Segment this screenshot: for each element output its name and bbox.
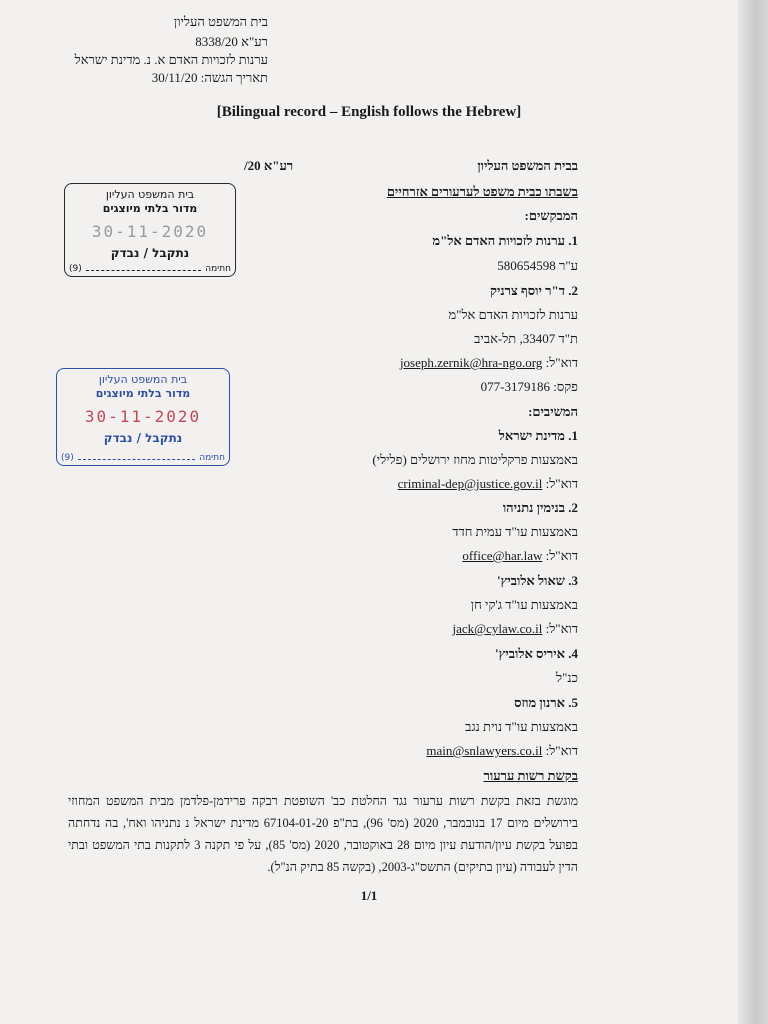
header-parties: ערנות לזכויות האדם א. נ. מדינת ישראל [74, 52, 268, 67]
applicant-1-name: 1. ערנות לזכויות האדם אל"מ [432, 233, 578, 248]
respondents-label: המשיבים: [528, 404, 578, 419]
applicant-1-id: ע"ר 580654598 [497, 258, 578, 273]
respondent-5-name: 5. ארנון מוזס [514, 695, 578, 710]
applicant-2-fax-row: פקס: 077-3179186 [480, 379, 578, 394]
respondent-3-email[interactable]: jack@cylaw.co.il [452, 621, 543, 636]
respondent-2-via: באמצעות עו"ד עמית חדד [452, 524, 578, 539]
sitting-line: בשבתו כבית משפט לערעורים אזרחיים [386, 184, 578, 199]
respondent-1-name: 1. מדינת ישראל [498, 428, 578, 443]
header-case-no: רע"א 8338/20 [195, 34, 268, 49]
respondent-4-name: 4. איריס אלוביץ' [494, 646, 578, 661]
applicant-2-name: 2. ד"ר יוסף צרניק [489, 283, 578, 298]
respondent-5-via: באמצעות עו"ד נוית נגב [465, 719, 578, 734]
stamp-2-date: 30-11-2020 [84, 407, 202, 426]
respondent-2-email-row: דוא"ל: office@har.law [462, 548, 578, 563]
respondent-2-email[interactable]: office@har.law [462, 548, 543, 563]
header-date: תאריך הגשה: 30/11/20 [151, 70, 268, 85]
applicants-label: המבקשים: [524, 208, 578, 223]
received-stamp-2: בית המשפט העליון מדור בלתי מיוצגים 30-11-2020 נתקבל / נבדק חתימה (9) [56, 368, 230, 466]
case-ref: רע"א 20/ [244, 158, 294, 173]
respondent-3-email-row: דוא"ל: jack@cylaw.co.il [452, 621, 578, 636]
respondent-1-email-row: דוא"ל: criminal-dep@justice.gov.il [397, 476, 578, 491]
respondent-2-name: 2. בנימין נתניהו [502, 500, 578, 515]
applicant-2-pobox: ת"ד 33407, תל-אביב [474, 331, 578, 346]
respondent-5-email-row: דוא"ל: main@snlawyers.co.il [426, 743, 578, 758]
respondent-4-via: כנ"ל [556, 670, 578, 685]
stamp-1-date: 30-11-2020 [91, 222, 209, 241]
applicant-2-org: ערנות לזכויות האדם אל"מ [448, 307, 578, 322]
page-edge-shadow [738, 0, 768, 1024]
respondent-5-email[interactable]: main@snlawyers.co.il [426, 743, 543, 758]
respondent-3-name: 3. שאול אלוביץ' [496, 573, 578, 588]
applicant-2-fax: 077-3179186 [480, 379, 550, 394]
request-heading: בקשת רשות ערעור [483, 768, 578, 783]
received-stamp-1: בית המשפט העליון מדור בלתי מיוצגים 30-11-2020 נתקבל / נבדק חתימה (9) [64, 183, 236, 277]
page-number: 1/1 [360, 888, 378, 903]
applicant-2-email[interactable]: joseph.zernik@hra-ngo.org [399, 355, 543, 370]
respondent-1-via: באמצעות פרקליטות מחוז ירושלים (פלילי) [372, 452, 578, 467]
applicant-2-email-row: דוא"ל: joseph.zernik@hra-ngo.org [399, 355, 578, 370]
document-title: [Bilingual record – English follows the Hebrew] [216, 104, 522, 120]
respondent-3-via: באמצעות עו"ד ג'קי חן [470, 597, 578, 612]
header-court: בית המשפט העליון [173, 14, 268, 29]
respondent-1-email[interactable]: criminal-dep@justice.gov.il [397, 476, 543, 491]
request-paragraph: מוגשת בזאת בקשת רשות ערעור נגד החלטת כב' השופטת רבקה פרידמן-פלדמן מבית המשפט המחוזי בירושלים מיום 17 בנובמבר, 2020 (מס' 96), בת"פ 67104-01-20 מדינת ישראל נ נתניהו ואח', בה נדחתה בפועל בקשת עיון/הודעת עיון מיום 28 באוקטובר, 2020 (מס' 85), על פי תקנה 3 לתקנות בתי המשפט ובתי הדין לעבודה (עיון בתיקים) התשס"ג-2003, (בקשה 85 בתיק הנ"ל). [68, 794, 579, 874]
court-line: בבית המשפט העליון [477, 158, 578, 173]
